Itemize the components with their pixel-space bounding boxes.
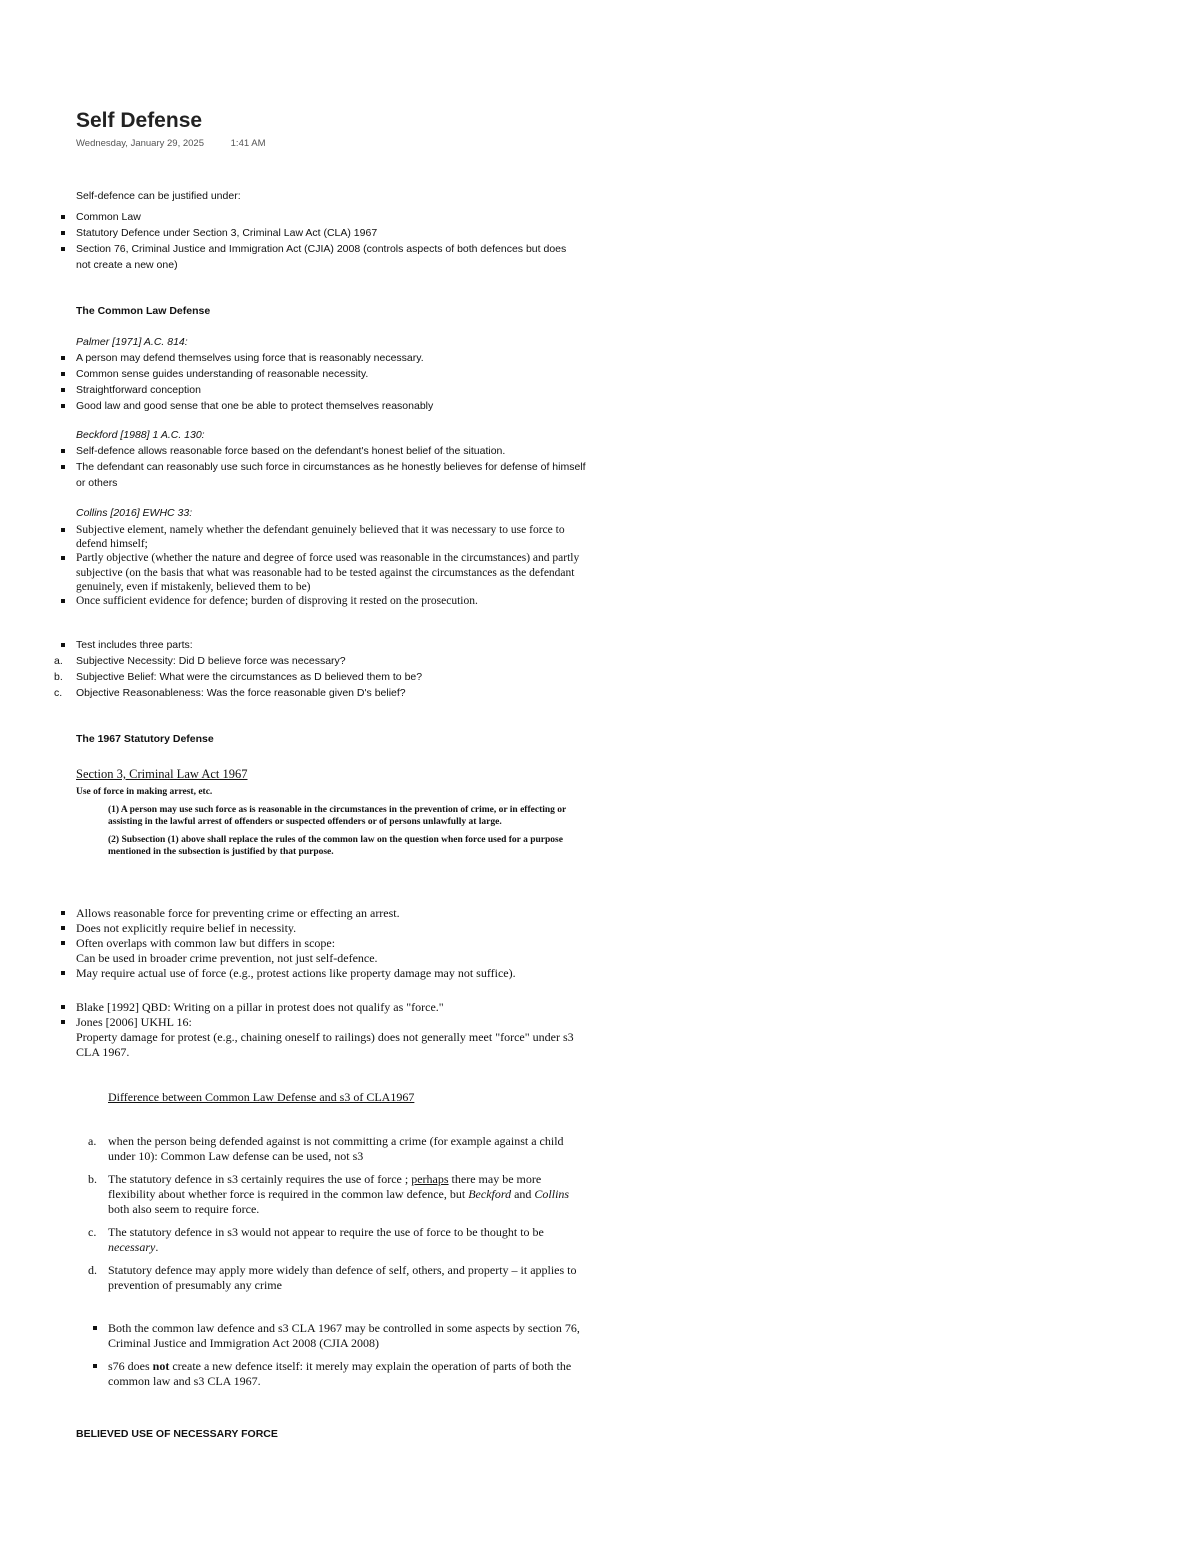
palmer-section	[76, 334, 586, 414]
test-lead-list	[76, 637, 576, 653]
list-marker: a.	[88, 1134, 97, 1148]
list-text: Objective Reasonableness: Was the force reasonable given D's belief?	[76, 687, 406, 699]
statutory-point-sub: Can be used in broader crime prevention, not just self-defence.	[76, 951, 378, 965]
statutory-points	[76, 906, 596, 981]
list-item: Section 76, Criminal Justice and Immigration Act (CJIA) 2008 (controls aspects of both defences but does not create a new one)	[76, 241, 576, 273]
section-heading-statutory: The 1967 Statutory Defense	[76, 733, 214, 745]
list-text-underlined: perhaps	[411, 1172, 449, 1186]
list-text: there may be more flexibility about whether force is required in the common law defence, but	[108, 1172, 542, 1201]
case-citation: Palmer [1971] A.C. 814:	[76, 336, 188, 348]
list-text: Subjective Belief: What were the circumstances as D believed them to be?	[76, 671, 423, 683]
intro-section	[76, 188, 576, 273]
palmer-list	[76, 350, 586, 414]
list-text-italic: necessary	[108, 1240, 156, 1254]
list-item	[54, 653, 576, 669]
list-marker: c.	[88, 1225, 97, 1239]
list-item: May require actual use of force (e.g., protest actions like property damage may not suffice).	[76, 966, 596, 981]
list-text: and	[511, 1187, 535, 1201]
statutory-case-sub: Property damage for protest (e.g., chaining oneself to railings) does not generally meet "force" under s3 CLA 1967.	[76, 1030, 574, 1059]
test-lead: Test includes three parts:	[76, 637, 576, 653]
test-section	[54, 637, 576, 701]
page-time: 1:41 AM	[230, 138, 266, 149]
list-text: when the person being defended against is not committing a crime (for example against a child under 10): Common Law defense can be used, not s3	[108, 1134, 564, 1163]
statutory-cases	[76, 1000, 576, 1060]
list-item: Common sense guides understanding of reasonable necessity.	[76, 366, 586, 382]
list-item	[88, 1263, 583, 1293]
cjia-list	[108, 1321, 583, 1389]
page	[76, 108, 636, 152]
list-item	[88, 1172, 583, 1217]
list-item: Both the common law defence and s3 CLA 1967 may be controlled in some aspects by section 76, Criminal Justice and Immigration Act 2008 (CJIA 2008)	[108, 1321, 583, 1351]
list-item: The defendant can reasonably use such force in circumstances as he honestly believes for defense of himself or others	[76, 459, 588, 491]
case-name: Beckford	[468, 1187, 512, 1201]
list-item	[54, 685, 576, 701]
intro-lead: Self-defence can be justified under:	[76, 190, 241, 202]
page-dateline	[76, 138, 636, 152]
statute-clause: (2) Subsection (1) above shall replace the rules of the common law on the question when force used for a purpose mentioned in the subsection is justified by that purpose.	[108, 835, 563, 857]
list-text: Subjective Necessity: Did D believe force was necessary?	[76, 655, 346, 667]
list-text: create a new defence itself: it merely may explain the operation of parts of both the common law and s3 CLA 1967.	[108, 1359, 572, 1388]
test-parts	[54, 653, 576, 701]
list-item: Self-defence allows reasonable force based on the defendant's honest belief of the situation.	[76, 443, 588, 459]
intro-list	[76, 209, 576, 273]
section3-statute	[76, 767, 596, 858]
case-citation: Collins [2016] EWHC 33:	[76, 507, 193, 519]
list-item: Often overlaps with common law but differs in scope:	[76, 936, 596, 951]
collins-list	[76, 523, 584, 608]
list-marker: d.	[88, 1263, 97, 1277]
list-item: Jones [2006] UKHL 16:	[76, 1015, 576, 1030]
list-marker: b.	[88, 1172, 97, 1186]
statute-title: Section 3, Criminal Law Act 1967	[76, 767, 248, 781]
statutory-points-list	[76, 906, 596, 951]
list-item: A person may defend themselves using force that is reasonably necessary.	[76, 350, 586, 366]
list-item: Good law and good sense that one be able to protect themselves reasonably	[76, 398, 586, 414]
statutory-cases-list	[76, 1000, 576, 1030]
cjia-section	[108, 1321, 583, 1389]
list-item	[88, 1225, 583, 1255]
list-marker: b.	[54, 671, 63, 683]
beckford-section	[76, 427, 588, 491]
section-heading-believed-force: BELIEVED USE OF NECESSARY FORCE	[76, 1428, 278, 1437]
section-heading-common-law: The Common Law Defense	[76, 305, 211, 317]
list-item: Partly objective (whether the nature and degree of force used was reasonable in the circumstances) and partly subjective (on the basis that what was reasonable had to be tested against the circumstances as the defendant genuinely, even if mistakenly, believed them to be)	[76, 551, 584, 594]
statutory-point-last-list	[76, 966, 596, 981]
list-item	[108, 1359, 583, 1389]
list-item: Subjective element, namely whether the defendant genuinely believed that it was necessary to use force to defend himself;	[76, 523, 584, 551]
case-name: Collins	[534, 1187, 570, 1201]
section-heading-believed-force-clip	[76, 1427, 476, 1437]
statute-subtitle: Use of force in making arrest, etc.	[76, 787, 213, 797]
collins-section	[76, 505, 584, 608]
list-item: Allows reasonable force for preventing crime or effecting an arrest.	[76, 906, 596, 921]
list-item: Common Law	[76, 209, 576, 225]
list-text-bold: not	[152, 1359, 170, 1373]
list-marker: c.	[54, 687, 63, 699]
page-title: Self Defense	[76, 109, 203, 132]
list-item: Straightforward conception	[76, 382, 586, 398]
statute-clauses	[76, 804, 588, 858]
page-date: Wednesday, January 29, 2025	[76, 138, 204, 149]
list-item	[54, 669, 576, 685]
beckford-list	[76, 443, 588, 491]
list-item: Statutory Defence under Section 3, Criminal Law Act (CLA) 1967	[76, 225, 576, 241]
list-item: Once sufficient evidence for defence; burden of disproving it rested on the prosecution.	[76, 594, 584, 608]
section-heading-difference: Difference between Common Law Defense and s3 of CLA1967	[108, 1090, 415, 1104]
statute-clause: (1) A person may use such force as is reasonable in the circumstances in the prevention of crime, or in effecting or assisting in the lawful arrest of offenders or suspected offenders or of persons unlawfully at large.	[108, 805, 567, 827]
list-item: Does not explicitly require belief in necessity.	[76, 921, 596, 936]
list-item: Blake [1992] QBD: Writing on a pillar in protest does not qualify as "force."	[76, 1000, 576, 1015]
list-text: both also seem to require force.	[108, 1202, 260, 1216]
list-text: The statutory defence in s3 would not appear to require the use of force to be thought to be	[108, 1225, 544, 1239]
list-text: s76 does	[108, 1359, 153, 1373]
list-item	[88, 1134, 583, 1164]
difference-list	[88, 1134, 583, 1293]
case-citation: Beckford [1988] 1 A.C. 130:	[76, 429, 205, 441]
list-text: Statutory defence may apply more widely than defence of self, others, and property – it applies to prevention of presumably any crime	[108, 1263, 577, 1292]
list-text: The statutory defence in s3 certainly requires the use of force ;	[108, 1172, 412, 1186]
list-marker: a.	[54, 655, 63, 667]
list-text: .	[155, 1240, 159, 1254]
